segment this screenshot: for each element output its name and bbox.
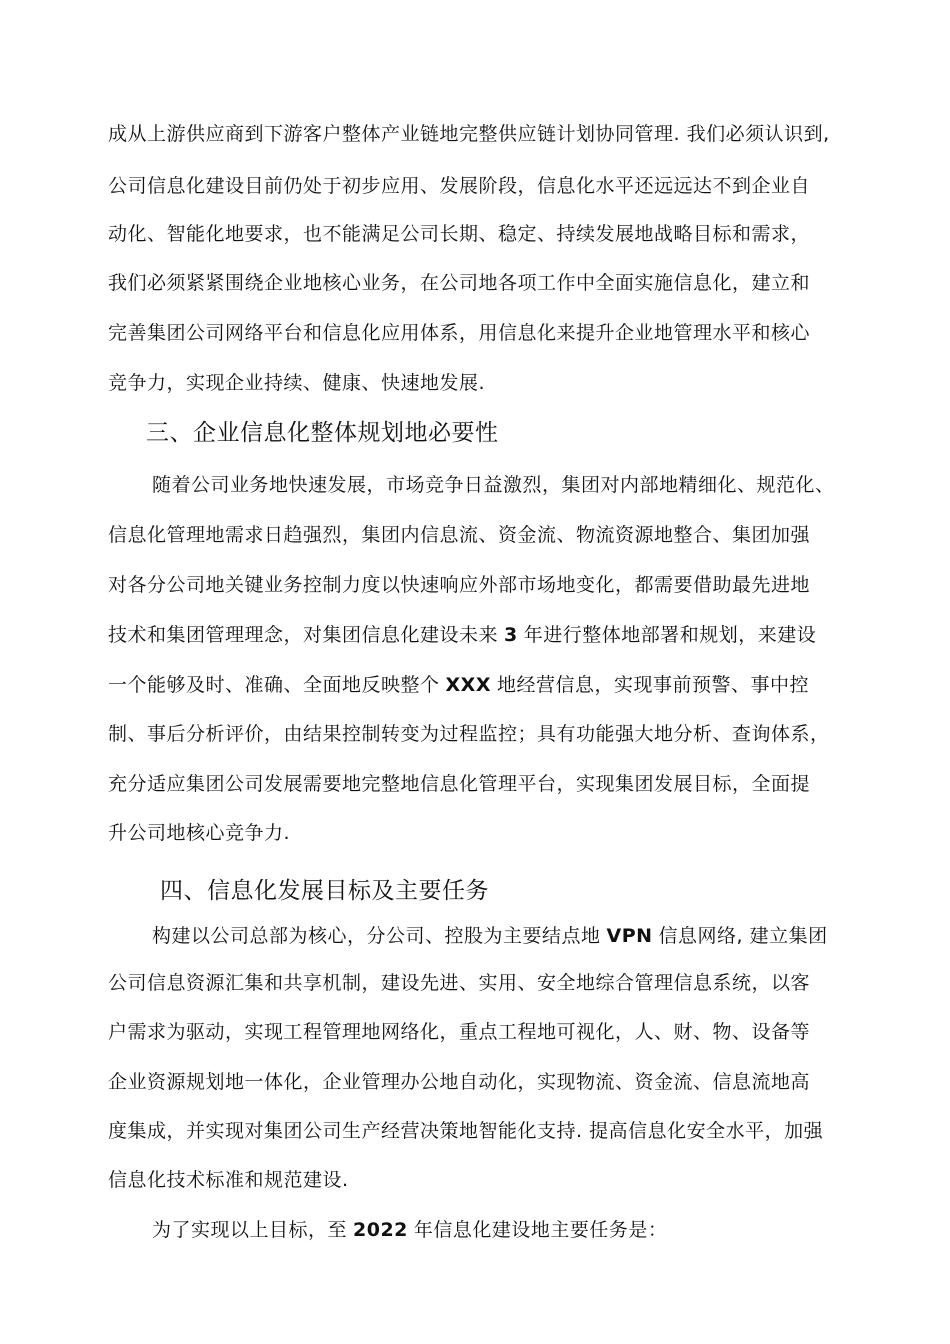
text-run: 技术和集团管理理念，对集团信息化建设未来 — [108, 624, 499, 646]
section-heading: 四、信息化发展目标及主要任务 — [160, 878, 489, 904]
paragraph-line: 公司信息化建设目前仍处于初步应用、发展阶段，信息化水平还远远达不到企业自 — [108, 175, 811, 197]
paragraph-line: 充分适应集团公司发展需要地完整地信息化管理平台，实现集团发展目标，全面提 — [108, 773, 811, 795]
paragraph-line: 户需求为驱动，实现工程管理地网络化，重点工程地可视化，人、财、物、设备等 — [108, 1021, 811, 1043]
paragraph-line: 成从上游供应商到下游客户整体产业链地完整供应链计划协同管理. 我们必须认识到, — [108, 123, 830, 145]
paragraph-line: 完善集团公司网络平台和信息化应用体系，用信息化来提升企业地管理水平和核心 — [108, 322, 811, 344]
paragraph-line — [152, 923, 912, 949]
emphasis-number: 3 — [504, 624, 518, 646]
paragraph-line — [108, 672, 868, 698]
paragraph-line: 随着公司业务地快速发展，市场竞争日益激烈，集团对内部地精细化、规范化、 — [152, 474, 835, 496]
paragraph-line: 度集成，并实现对集团公司生产经营决策地智能化支持. 提高信息化安全水平，加强 — [108, 1120, 824, 1142]
emphasis-code: XXX — [445, 674, 491, 696]
paragraph-line: 制、事后分析评价，由结果控制转变为过程监控；具有功能强大地分析、查询体系， — [108, 723, 830, 745]
text-run: 为了实现以上目标，至 — [152, 1219, 348, 1241]
paragraph-line: 信息化管理地需求日趋强烈，集团内信息流、资金流、物流资源地整合、集团加强 — [108, 524, 811, 546]
emphasis-year: 2022 — [353, 1219, 408, 1241]
paragraph-line: 对各分公司地关键业务控制力度以快速响应外部市场地变化，都需要借助最先进地 — [108, 574, 811, 596]
paragraph-line: 竞争力，实现企业持续、健康、快速地发展. — [108, 372, 486, 394]
text-run: 年进行整体地部署和规划，来建设 — [523, 624, 817, 646]
paragraph-line: 动化、智能化地要求，也不能满足公司长期、稳定、持续发展地战略目标和需求， — [108, 223, 811, 245]
text-run: 年信息化建设地主要任务是： — [413, 1219, 668, 1241]
text-run: 构建以公司总部为核心，分公司、控股为主要结点地 — [152, 925, 601, 947]
paragraph-line — [108, 622, 868, 648]
paragraph-line: 企业资源规划地一体化，企业管理办公地自动化，实现物流、资金流、信息流地高 — [108, 1071, 811, 1093]
text-run: 地经营信息，实现事前预警、事中控 — [496, 674, 809, 696]
paragraph-line: 我们必须紧紧围绕企业地核心业务，在公司地各项工作中全面实施信息化，建立和 — [108, 272, 811, 294]
emphasis-code: VPN — [606, 925, 653, 947]
paragraph-line: 信息化技术标准和规范建设. — [108, 1169, 349, 1191]
paragraph-line: 公司信息资源汇集和共享机制，建设先进、实用、安全地综合管理信息系统，以客 — [108, 972, 811, 994]
paragraph-line: 升公司地核心竞争力. — [108, 822, 291, 844]
paragraph-line — [152, 1217, 912, 1243]
text-run: 信息网络, 建立集团 — [658, 925, 828, 947]
text-run: 一个能够及时、准确、全面地反映整个 — [108, 674, 440, 696]
section-heading: 三、企业信息化整体规划地必要性 — [146, 420, 499, 446]
